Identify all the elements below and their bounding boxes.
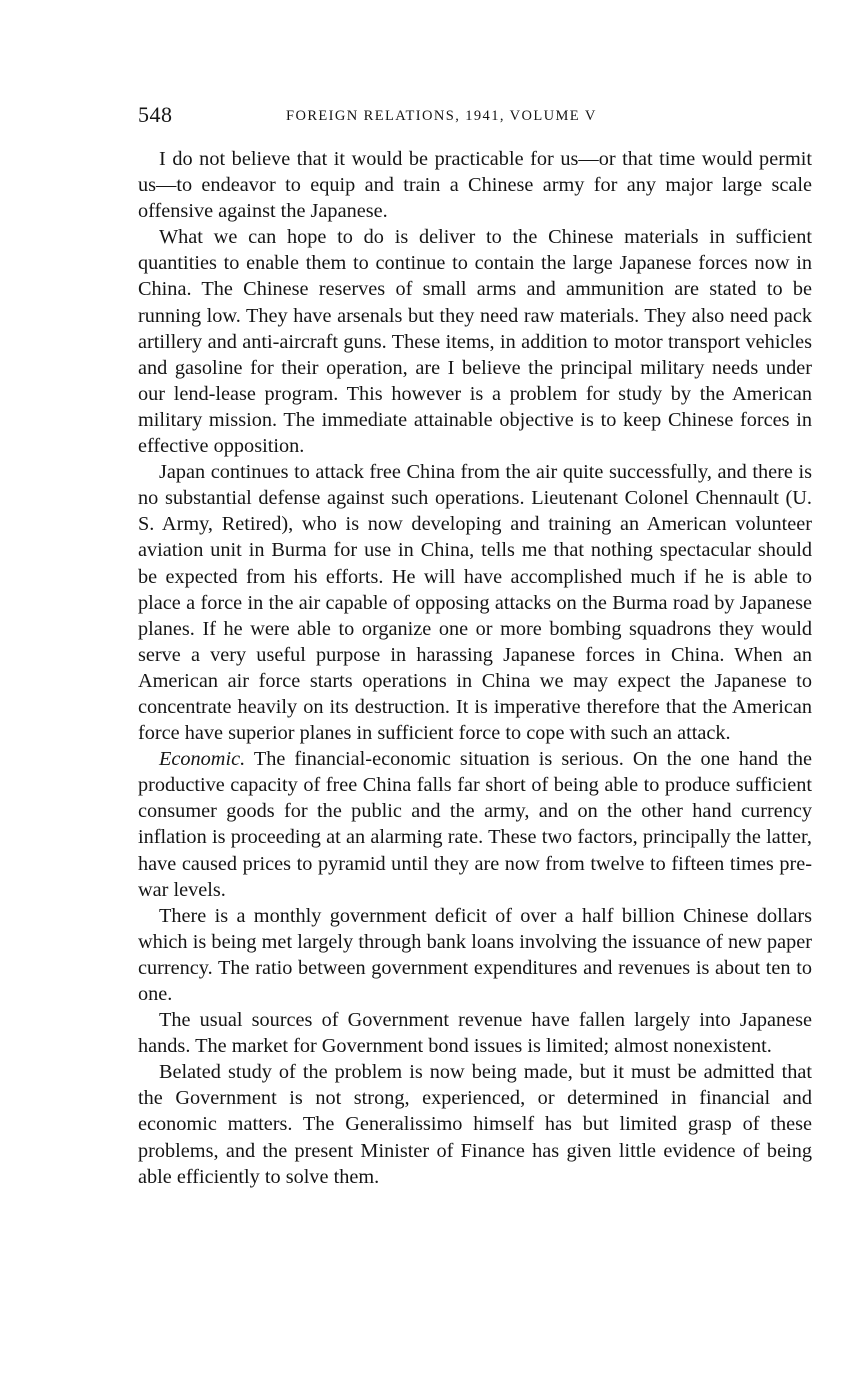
paragraph	[138, 224, 812, 459]
paragraph-text: I do not believe that it would be practicable for us—or that time would permit us—to endeavor to equip and train a Chinese army for any major large scale offensive against the Japanese.	[138, 148, 812, 223]
paragraph	[138, 903, 812, 1007]
section-run-in-heading: Economic.	[159, 748, 246, 771]
running-title: FOREIGN RELATIONS, 1941, VOLUME V	[286, 108, 597, 124]
body-text	[138, 146, 812, 1190]
paragraph-text: Japan continues to attack free China from the air quite successfully, and there is no substantial defense against such operations. Lieutenant Colonel Chennault (U. S. Army, Retired), who is now developing and training an American volunteer aviation unit in Burma for use in China, tells me that nothing spectacular should be expected from his efforts. He will have accomplished much if he is able to place a force in the air capable of opposing attacks on the Burma road by Japanese planes. If he were able to organize one or more bombing squadrons they would serve a very useful purpose in harassing Japanese forces in China. When an American air force starts operations in China we may expect the Japanese to concentrate heavily on its destruction. It is imperative therefore that the American force have superior planes in sufficient force to cope with such an attack.	[138, 461, 812, 745]
paragraph-text: Belated study of the problem is now being made, but it must be admitted that the Government is not strong, experienced, or determined in financial and economic matters. The Generalissimo himself has but limited grasp of these problems, and the present Minister of Finance has given little evidence of being able efficiently to solve them.	[138, 1061, 812, 1188]
paragraph	[138, 746, 812, 903]
paragraph-text: What we can hope to do is deliver to the Chinese materials in sufficient quantities to enable them to continue to contain the large Japanese forces now in China. The Chinese reserves of small arms and ammunition are stated to be running low. They have arsenals but they need raw materials. They also need pack artillery and anti-aircraft guns. These items, in addition to motor transport vehicles and gasoline for their operation, are I believe the principal military needs under our lend-lease program. This however is a problem for study by the American military mission. The immediate attainable objective is to keep Chinese forces in effective opposition.	[138, 226, 812, 458]
paragraph	[138, 1059, 812, 1189]
paragraph	[138, 1007, 812, 1059]
paragraph-text: The financial-economic situation is serious. On the one hand the productive capacity of free China falls far short of being able to produce sufficient consumer goods for the public and the army, and on the other hand currency inflation is proceeding at an alarming rate. These two factors, principally the latter, have caused prices to pyramid until they are now from twelve to fifteen times pre-war levels.	[138, 748, 812, 901]
paragraph-text: The usual sources of Government revenue have fallen largely into Japanese hands. The market for Government bond issues is limited; almost nonexistent.	[138, 1009, 812, 1058]
running-head	[138, 101, 813, 131]
paragraph	[138, 146, 812, 224]
paragraph-text: There is a monthly government deficit of over a half billion Chinese dollars which is being met largely through bank loans involving the issuance of new paper currency. The ratio between government expenditures and revenues is about ten to one.	[138, 904, 812, 1005]
paragraph	[138, 459, 812, 746]
page-number: 548	[138, 102, 173, 127]
